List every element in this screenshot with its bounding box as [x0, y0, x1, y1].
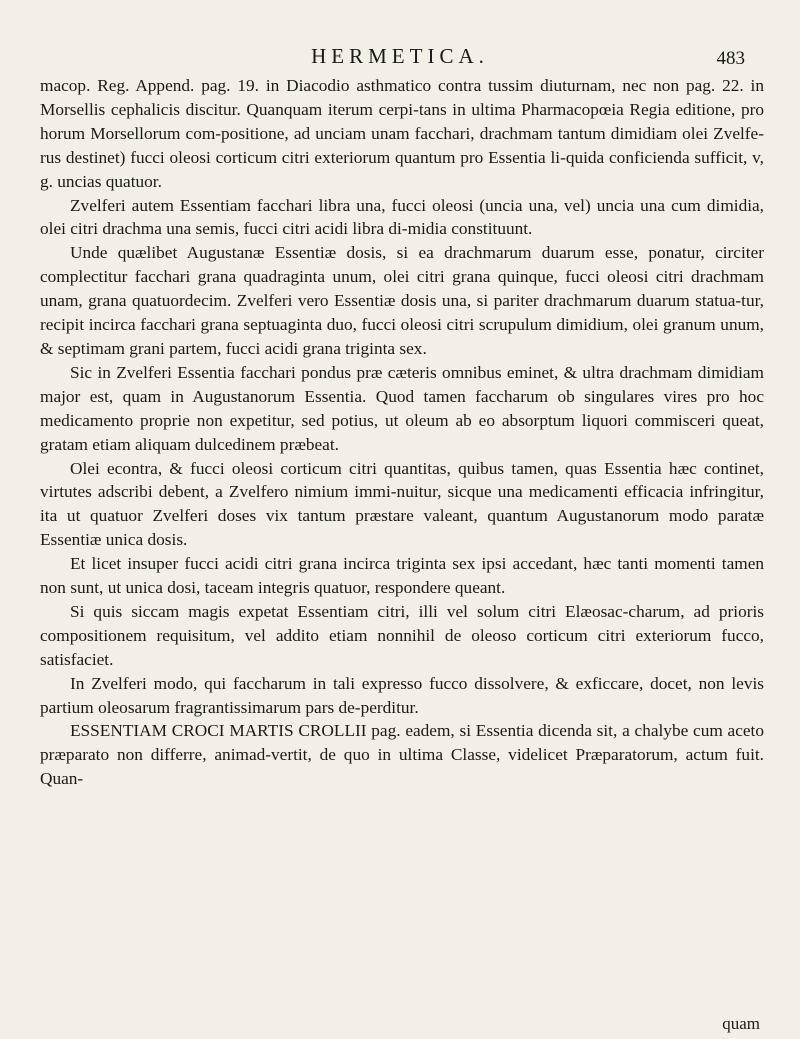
- paragraph: macop. Reg. Append. pag. 19. in Diacodio asthmatico contra tussim diuturnam, nec non pag. 22. in Morsellis cephalicis discitur. Quanquam iterum cerpi-tans in ultima Pharmacopœia Regia editione, pro horum Morsellorum com-positione, ad unciam unam facchari, drachmam tantum dimidiam olei Zvelfe-rus destinet) fucci oleosi corticum citri exteriorum quantum pro Essentia li-quida conficienda sufficit, v, g. uncias quatuor.: [40, 76, 764, 191]
- paragraph: Et licet insuper fucci acidi citri grana incirca triginta sex ipsi accedant, hæc tanti momenti tamen non sunt, ut unica dosi, taceam integris quatuor, respondere queant.: [40, 554, 764, 598]
- paragraph: Unde quælibet Augustanæ Essentiæ dosis, si ea drachmarum duarum esse, ponatur, circiter complectitur facchari grana quadraginta unum, olei citri grana quinque, fucci oleosi citri drachmam unam, grana quatuordecim. Zvelferi vero Essentiæ dosis una, si pariter drachmarum duarum statua-tur, recipit incirca facchari grana septuaginta duo, fucci oleosi citri scrupulum dimidium, olei granum unum, & septimam grani partem, fucci acidi grana triginta sex.: [40, 243, 764, 358]
- paragraph: Si quis siccam magis expetat Essentiam citri, illi vel solum citri Elæosac-charum, ad prioris compositionem requisitum, vel addito etiam nonnihil de oleoso corticum citri exteriorum fucco, satisfaciet.: [40, 601, 764, 669]
- catchword: quam: [722, 1014, 760, 1033]
- paragraph: ESSENTIAM CROCI MARTIS CROLLII pag. eadem, si Essentia dicenda sit, a chalybe cum aceto præparato non differre, animad-vertit, de quo in ultima Classe, videlicet Præparatorum, actum fuit. Quan-: [40, 721, 764, 789]
- paragraph: Olei econtra, & fucci oleosi corticum citri quantitas, quibus tamen, quas Essentia hæc continet, virtutes adscribi debent, a Zvelfero nimium immi-nuitur, sicque una medicamenti efficacia infringitur, ita ut quatuor Zvelferi doses vix tantum præstare valeant, quantum Augustanorum modo paratæ Essentiæ unica dosis.: [40, 458, 764, 550]
- page-number: 483: [716, 48, 745, 69]
- running-title: HERMETICA.: [311, 44, 489, 68]
- paragraph: In Zvelferi modo, qui faccharum in tali expresso fucco dissolvere, & exficcare, docet, non levis partium oleosarum fragrantissimarum pars de-perditur.: [40, 673, 764, 717]
- text-body: [40, 74, 764, 791]
- paragraph: Zvelferi autem Essentiam facchari libra una, fucci oleosi (uncia una, vel) uncia una cum dimidia, olei citri drachma una semis, fucci citri acidi libra di-midia constituunt.: [40, 195, 764, 239]
- paragraph: Sic in Zvelferi Essentia facchari pondus præ cæteris omnibus eminet, & ultra drachmam dimidiam major est, quam in Augustanorum Essentia. Quod tamen faccharum ob singulares vires pro hoc medicamento proprie non expetitur, sed potius, ut oleum ab eo absorptum liquori commisceri queat, gratam etiam aliquam dulcedinem præbeat.: [40, 362, 764, 454]
